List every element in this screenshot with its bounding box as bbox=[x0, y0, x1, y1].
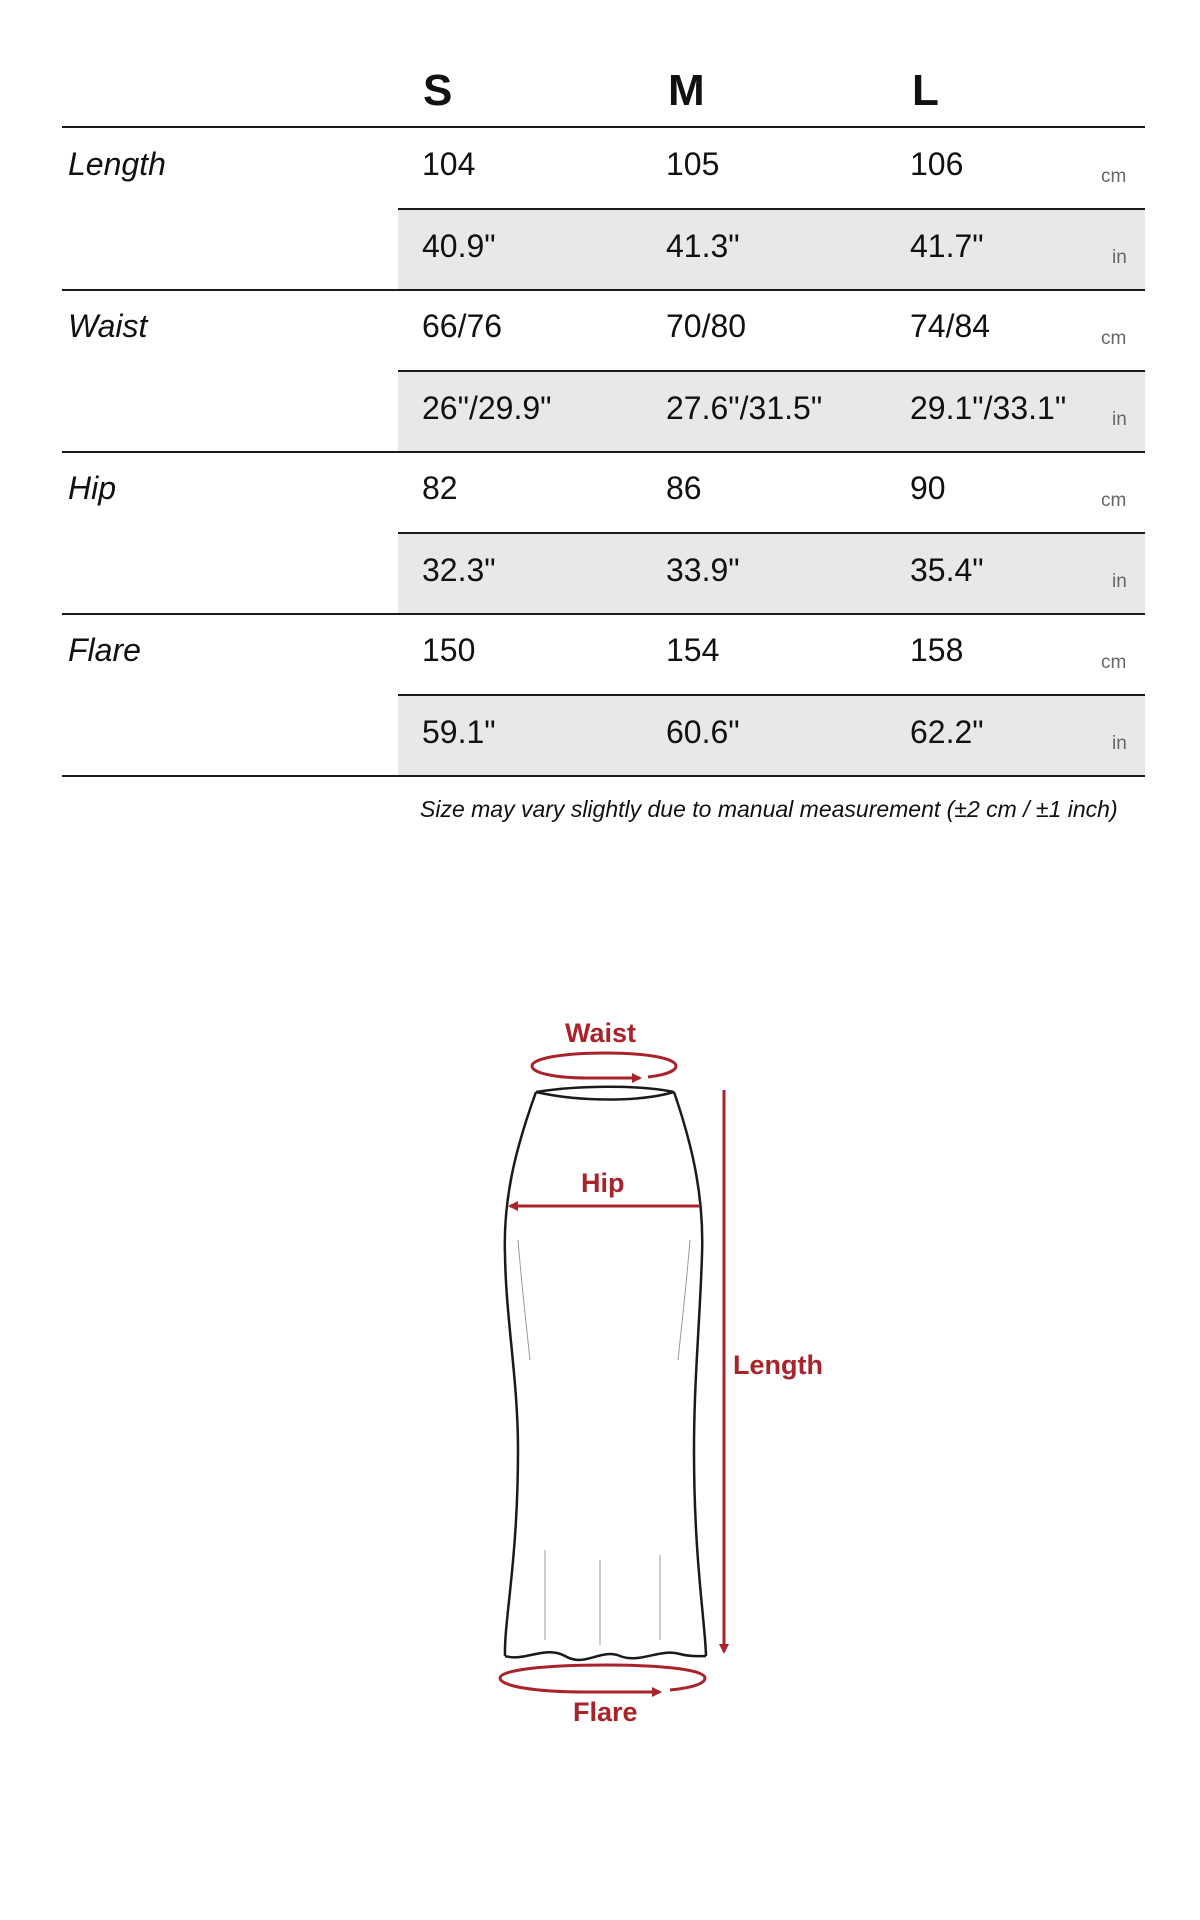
diagram-label-flare: Flare bbox=[573, 1697, 638, 1727]
cell-waist-m-cm: 70/80 bbox=[666, 308, 747, 344]
cell-waist-s-cm: 66/76 bbox=[422, 308, 503, 344]
unit-cm: cm bbox=[1101, 652, 1127, 673]
waist-loop-arrow bbox=[532, 1053, 676, 1078]
cell-flare-s-in: 59.1" bbox=[422, 714, 496, 750]
cell-hip-l-cm: 90 bbox=[910, 470, 946, 506]
size-header-m: M bbox=[668, 66, 705, 115]
unit-in: in bbox=[1112, 571, 1127, 592]
cell-flare-m-cm: 154 bbox=[666, 632, 720, 668]
cell-length-m-cm: 105 bbox=[666, 146, 720, 182]
cell-hip-m-in: 33.9" bbox=[666, 552, 740, 588]
row-label-flare: Flare bbox=[68, 632, 141, 668]
flare-loop-arrow bbox=[500, 1665, 705, 1692]
size-header-s: S bbox=[423, 66, 453, 115]
cell-flare-l-in: 62.2" bbox=[910, 714, 984, 750]
row-label-waist: Waist bbox=[68, 308, 148, 344]
cell-flare-m-in: 60.6" bbox=[666, 714, 740, 750]
cell-waist-l-cm: 74/84 bbox=[910, 308, 991, 344]
skirt-fold-lines bbox=[518, 1240, 690, 1645]
unit-in: in bbox=[1112, 409, 1127, 430]
row-label-length: Length bbox=[68, 146, 166, 182]
cell-waist-l-in: 29.1"/33.1" bbox=[910, 390, 1067, 426]
unit-cm: cm bbox=[1101, 166, 1127, 187]
diagram-label-length: Length bbox=[733, 1350, 823, 1380]
cell-hip-s-cm: 82 bbox=[422, 470, 458, 506]
measurement-footnote: Size may vary slightly due to manual measurement (±2 cm / ±1 inch) bbox=[420, 796, 1118, 822]
row-label-hip: Hip bbox=[68, 470, 117, 506]
diagram-label-waist: Waist bbox=[565, 1018, 637, 1048]
cell-length-m-in: 41.3" bbox=[666, 228, 740, 264]
cell-hip-m-cm: 86 bbox=[666, 470, 702, 506]
unit-in: in bbox=[1112, 247, 1127, 268]
cell-waist-m-in: 27.6"/31.5" bbox=[666, 390, 823, 426]
size-header-l: L bbox=[912, 66, 939, 115]
cell-hip-s-in: 32.3" bbox=[422, 552, 496, 588]
cell-length-l-cm: 106 bbox=[910, 146, 964, 182]
cell-length-s-in: 40.9" bbox=[422, 228, 496, 264]
diagram-label-hip: Hip bbox=[581, 1168, 625, 1198]
cell-waist-s-in: 26"/29.9" bbox=[422, 390, 552, 426]
cell-hip-l-in: 35.4" bbox=[910, 552, 984, 588]
unit-cm: cm bbox=[1101, 328, 1127, 349]
unit-in: in bbox=[1112, 733, 1127, 754]
cell-flare-l-cm: 158 bbox=[910, 632, 964, 668]
cell-flare-s-cm: 150 bbox=[422, 632, 476, 668]
unit-cm: cm bbox=[1101, 490, 1127, 511]
cell-length-l-in: 41.7" bbox=[910, 228, 984, 264]
cell-length-s-cm: 104 bbox=[422, 146, 476, 182]
